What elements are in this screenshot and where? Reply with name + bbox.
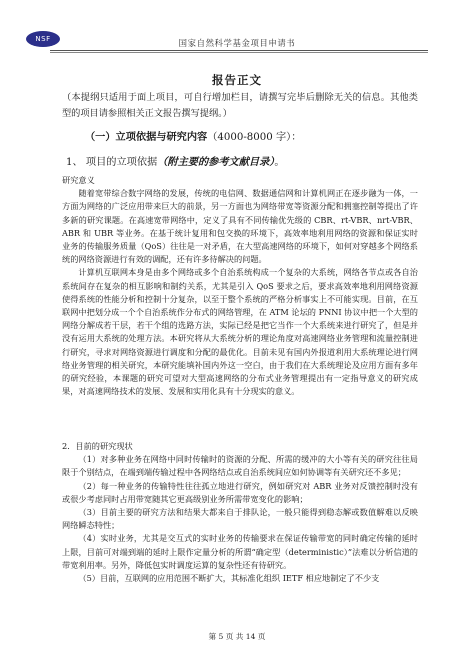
subsection-suffix: 。 — [274, 157, 285, 168]
document-title: 报告正文 — [212, 73, 262, 87]
list-item: （1）对多种业务在网络中同时传输时的资源的分配、所需的缓冲的大小等有关的研究往往局限于个别结点，在端到端传输过程中各网络结点或自治系统间应如何协调等有关研究还不多见； — [62, 454, 418, 478]
section-title: （一）立项依据与研究内容 — [85, 132, 208, 143]
list-item: （3）目前主要的研究方法和结果大都来自于排队论，一般只能得到稳态解或数值解难以反映网络瞬态特性； — [62, 507, 418, 531]
research-significance — [62, 174, 418, 398]
header-rule-thin — [50, 52, 428, 53]
research-label: 研究意义 — [62, 175, 95, 185]
paragraph: 随着宽带综合数字网络的发展，传统的电信网、数据通信网和计算机网正在逐步融为一体，一方面为网络的广泛应用带来巨大的前景，另一方面也为网络带宽等资源分配和拥塞控制等提出了许多新的研究课题。在高速宽带网络中，定义了具有不同传输优先级的 CBR、rt-VBR、nrt-VBR、ABR 和 UBR 等业务。在基于统计复用和包交换的环境下，高效率地利用网络的资源和保证实时业务的传输服务质量（QoS）往往是一对矛盾，在大型高速网络的环境下，如何对穿越多个网络系统的网络资源进行有效的调配，还有许多待解决的问题。 — [62, 188, 418, 265]
logo-text: NSF — [35, 35, 51, 43]
list-item: （2）每一种业务的传输特性往往孤立地进行研究，例如研究对 ABR 业务对反馈控制时没有或很少考虑同时占用带宽随其它更高级别业务所需带宽变化的影响； — [62, 480, 418, 504]
list-item: （5）目前，互联网的应用范围不断扩大，其标准化组织 IETF 相应地制定了不少支 — [78, 573, 380, 584]
subsection-heading — [66, 153, 285, 168]
instruction-note: （本提纲只适用于面上项目，可自行增加栏目，请撰写完毕后删除无关的信息。其他类型的项目请参照相关正文报告撰写提纲。） — [62, 92, 418, 119]
paragraph: 计算机互联网本身是由多个网络或多个自治系统构成一个复杂的大系统，网络各节点或各自治系统间存在复杂的相互影响和制约关系，尤其是引入 QoS 要求之后，要求高效率地利用网络资源使得系统的性能分析和控制十分复杂，以至于整个系统的严格分析事实上不可能实现。目前，在互联网中把划分成一个个自治系统作分布式的网络管理，在 ATM 论坛的 PNNI 协议中把一个大型的网络分解成若干层，若干个组的选路方法，实际已经是把它当作一个大系统来进行研究了，但是并没有运用大系统的处理方法。本研究将从大系统分析的理论角度对高速网络业务管理和流量控制进行研究，寻求对网络资源进行调度和分配的最优化。目前未见有国内外报道利用大系统理论进行网络业务管理的相关研究，本研究能填补国内外这一空白，由于我们在大系统理论及应用方面有多年的研究经验，本课题的研究可望对大型高速网络的分布式业务管理提出有一定指导意义的研究成果，对高速网络技术的发展、发展和实用化具有十分现实的意义。 — [62, 267, 418, 397]
list-item: （4）实时业务，尤其是交互式的实时业务的传输要求在保证传输带宽的同时确定传输的延时上限，目前可对端到端的延时上限作定量分析的所谓“确定型（deterministic）”法难以分析信道的带宽利用率。另外，降低包实时调度运算的复杂性还有待研究。 — [62, 533, 418, 570]
section-heading — [85, 128, 301, 143]
section-word-count: （4000-8000 字）： — [207, 132, 302, 143]
subsection-prefix: 1、 项目的立项依据 — [66, 157, 158, 168]
subsection-title: 2．目前的研究现状 — [62, 441, 133, 451]
research-status — [62, 440, 418, 585]
header-rule — [50, 50, 428, 51]
page-number: 第 5 页 共 14 页 — [208, 632, 266, 641]
subsection-emphasis: （附主要的参考文献目录） — [157, 156, 275, 168]
header-title: 国家自然科学基金项目申请书 — [178, 38, 296, 48]
